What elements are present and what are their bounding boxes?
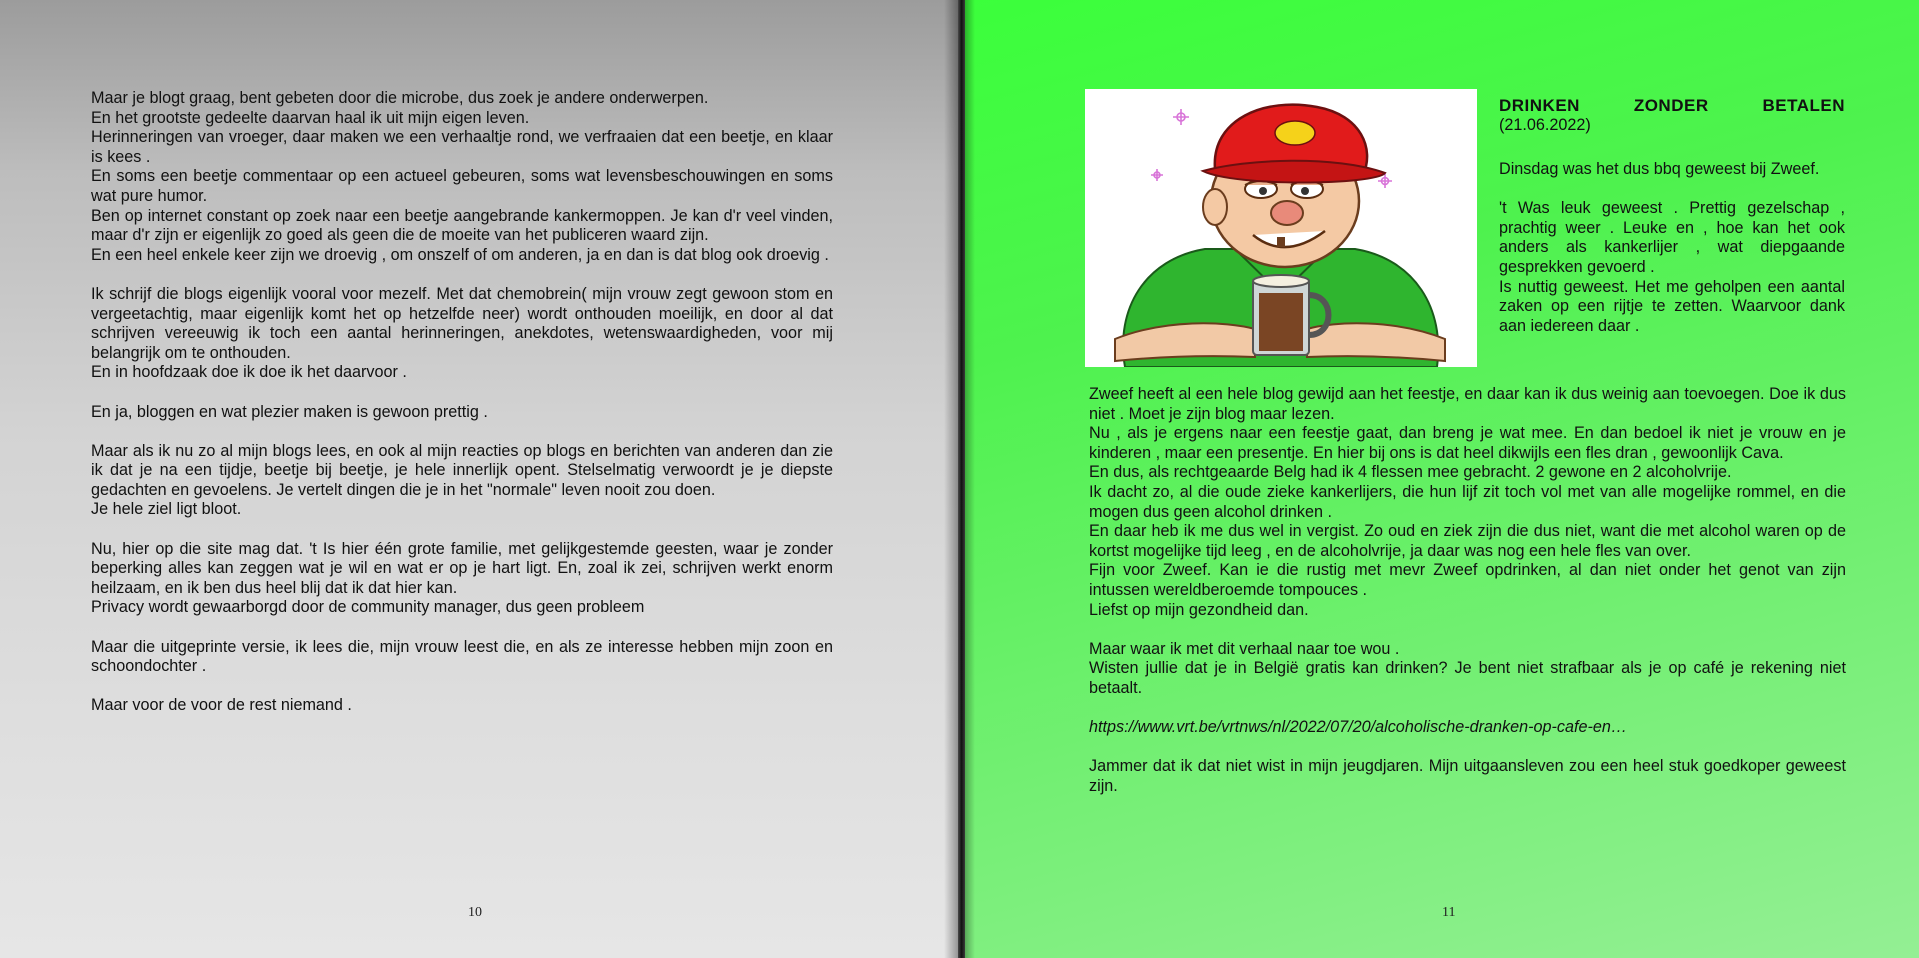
blank-line <box>1089 620 1846 640</box>
paragraph: Maar als ik nu zo al mijn blogs lees, en ook al mijn reacties op blogs en berichten van anderen dan zie ik dat je na een tijdje, beetje bij beetje, je hele innerlijk opent. Stelselmatig verwoordt je je diepste gedachten en gevoelens. Je vertelt dingen die je in het "normale" leven nooit zou doen. <box>91 441 833 499</box>
paragraph: Is nuttig geweest. Het me geholpen een aantal zaken op een rijtje te zetten. Waarvoor dank aan iedereen daar . <box>1499 277 1845 335</box>
paragraph: Zweef heeft al een hele blog gewijd aan het feestje, en daar kan ik dus weinig aan toevoegen. Doe ik dus niet . Moet je zijn blog maar lezen. <box>1089 385 1846 423</box>
paragraph: Fijn voor Zweef. Kan ie die rustig met mevr Zweef opdrinken, al dan niet onder het genot van zijn intussen wereldberoemde tompouces . <box>1089 561 1846 599</box>
left-page <box>0 0 958 958</box>
article-body-text <box>1089 385 1846 796</box>
blank-line <box>1089 699 1846 719</box>
title-word: BETALEN <box>1762 96 1845 115</box>
blank-line <box>91 383 833 403</box>
paragraph: En in hoofdzaak doe ik doe ik het daarvoor . <box>91 363 407 382</box>
blank-line <box>91 677 833 697</box>
blank-line <box>91 422 833 442</box>
article-date: (21.06.2022) <box>1499 116 1591 134</box>
paragraph: Maar voor de voor de rest niemand . <box>91 696 352 715</box>
blank-line <box>91 520 833 540</box>
paragraph: Privacy wordt gewaarborgd door de community manager, dus geen probleem <box>91 598 645 617</box>
paragraph: Ik dacht zo, al die oude zieke kankerlijers, die hun lijf zit toch vol met van alle mogelijke rommel, en die mogen dus geen alcohol drinken . <box>1089 482 1846 521</box>
paragraph: Herinneringen van vroeger, daar maken we een verhaaltje rond, we verfraaien dat een beetje, en klaar is kees . <box>91 128 833 166</box>
article-intro-text <box>1499 160 1845 336</box>
page-number-right: 11 <box>1442 905 1456 920</box>
paragraph: En een heel enkele keer zijn we droevig , om onszelf of om anderen, ja en dan is dat blog ook droevig . <box>91 245 829 264</box>
page-number-left: 10 <box>468 905 482 920</box>
book-spine <box>958 0 965 958</box>
paragraph: En soms een beetje commentaar op een actueel gebeuren, soms wat levensbeschouwingen en soms wat pure humor. <box>91 167 833 205</box>
paragraph: Ik schrijf die blogs eigenlijk vooral voor mezelf. Met dat chemobrein( mijn vrouw zegt gewoon stom en vergeetachtig, maar eigenlijk komt het op hetzelfde neer) wordt onthouden moeilijk, en door al dat schrijven vereeuwig ik toch een aantal herinneringen, anekdotes, wetenswaardigheden, voor mij belangrijk om te onthouden. <box>91 284 833 362</box>
paragraph: En dus, als rechtgeaarde Belg had ik 4 flessen mee gebracht. 2 gewone en 2 alcoholvrije. <box>1089 463 1732 482</box>
blank-line <box>1089 738 1846 758</box>
paragraph: Nu, hier op die site mag dat. 't Is hier één grote familie, met gelijkgestemde geesten, waar je zonder beperking alles kan zeggen wat je wil en wat er op je hart ligt. En, zoal ik zei, schrijven werkt enorm heilzaam, en ik ben dus heel blij dat ik dat hier kan. <box>91 539 833 597</box>
paragraph: Maar waar ik met dit verhaal naar toe wou . <box>1089 639 1400 658</box>
right-page <box>965 0 1919 958</box>
paragraph: Nu , als je ergens naar een feestje gaat, dan breng je wat mee. En dan bedoel ik niet je vrouw en je kinderen , maar een presentje. En hier bij ons is dat heel dikwijls een fles dran , gewoonlijk Cava. <box>1089 424 1846 462</box>
title-word: DRINKEN <box>1499 96 1580 115</box>
paragraph: Ben op internet constant op zoek naar een beetje aangebrande kankermoppen. Je kan d'r veel vinden, maar d'r zijn er eigenlijk zo goed als geen die de moeite van het publiceren waard zijn. <box>91 206 833 245</box>
blank-line <box>91 618 833 638</box>
paragraph: En ja, bloggen en wat plezier maken is gewoon prettig . <box>91 402 488 421</box>
article-link[interactable]: https://www.vrt.be/vrtnws/nl/2022/07/20/alcoholische-dranken-op-cafe-en… <box>1089 718 1628 737</box>
paragraph: 't Was leuk geweest . Prettig gezelschap , prachtig weer . Leuke en , hoe kan het ook anders als kankerlijer , wat diepgaande gesprekken gevoerd . <box>1499 199 1845 276</box>
title-word: ZONDER <box>1633 96 1709 115</box>
paragraph: Maar je blogt graag, bent gebeten door die microbe, dus zoek je andere onderwerpen. <box>91 89 709 107</box>
drinking-man-cartoon-icon <box>1085 89 1477 367</box>
left-page-text <box>91 89 833 716</box>
paragraph: Maar die uitgeprinte versie, ik lees die, mijn vrouw leest die, en als ze interesse hebben mijn zoon en schoondochter . <box>91 637 833 676</box>
paragraph: En het grootste gedeelte daarvan haal ik uit mijn eigen leven. <box>91 108 530 127</box>
paragraph: En daar heb ik me dus wel in vergist. Zo oud en ziek zijn die dus niet, want die met alcohol waren op de kortst mogelijke tijd leeg , en de alcoholvrije, ja daar was nog een hele fles van over. <box>1089 522 1846 560</box>
article-title <box>1499 96 1845 116</box>
article-heading <box>1499 96 1845 136</box>
blank-line <box>1499 180 1845 200</box>
paragraph: Jammer dat ik dat niet wist in mijn jeugdjaren. Mijn uitgaansleven zou een heel stuk goedkoper geweest zijn. <box>1089 757 1846 795</box>
paragraph: Je hele ziel ligt bloot. <box>91 500 242 519</box>
cartoon-illustration <box>1085 89 1477 367</box>
paragraph: Liefst op mijn gezondheid dan. <box>1089 600 1309 619</box>
blank-line <box>91 265 833 285</box>
paragraph: Dinsdag was het dus bbq geweest bij Zweef. <box>1499 160 1820 178</box>
paragraph: Wisten jullie dat je in België gratis kan drinken? Je bent niet strafbaar als je op café je rekening niet betaalt. <box>1089 659 1846 697</box>
